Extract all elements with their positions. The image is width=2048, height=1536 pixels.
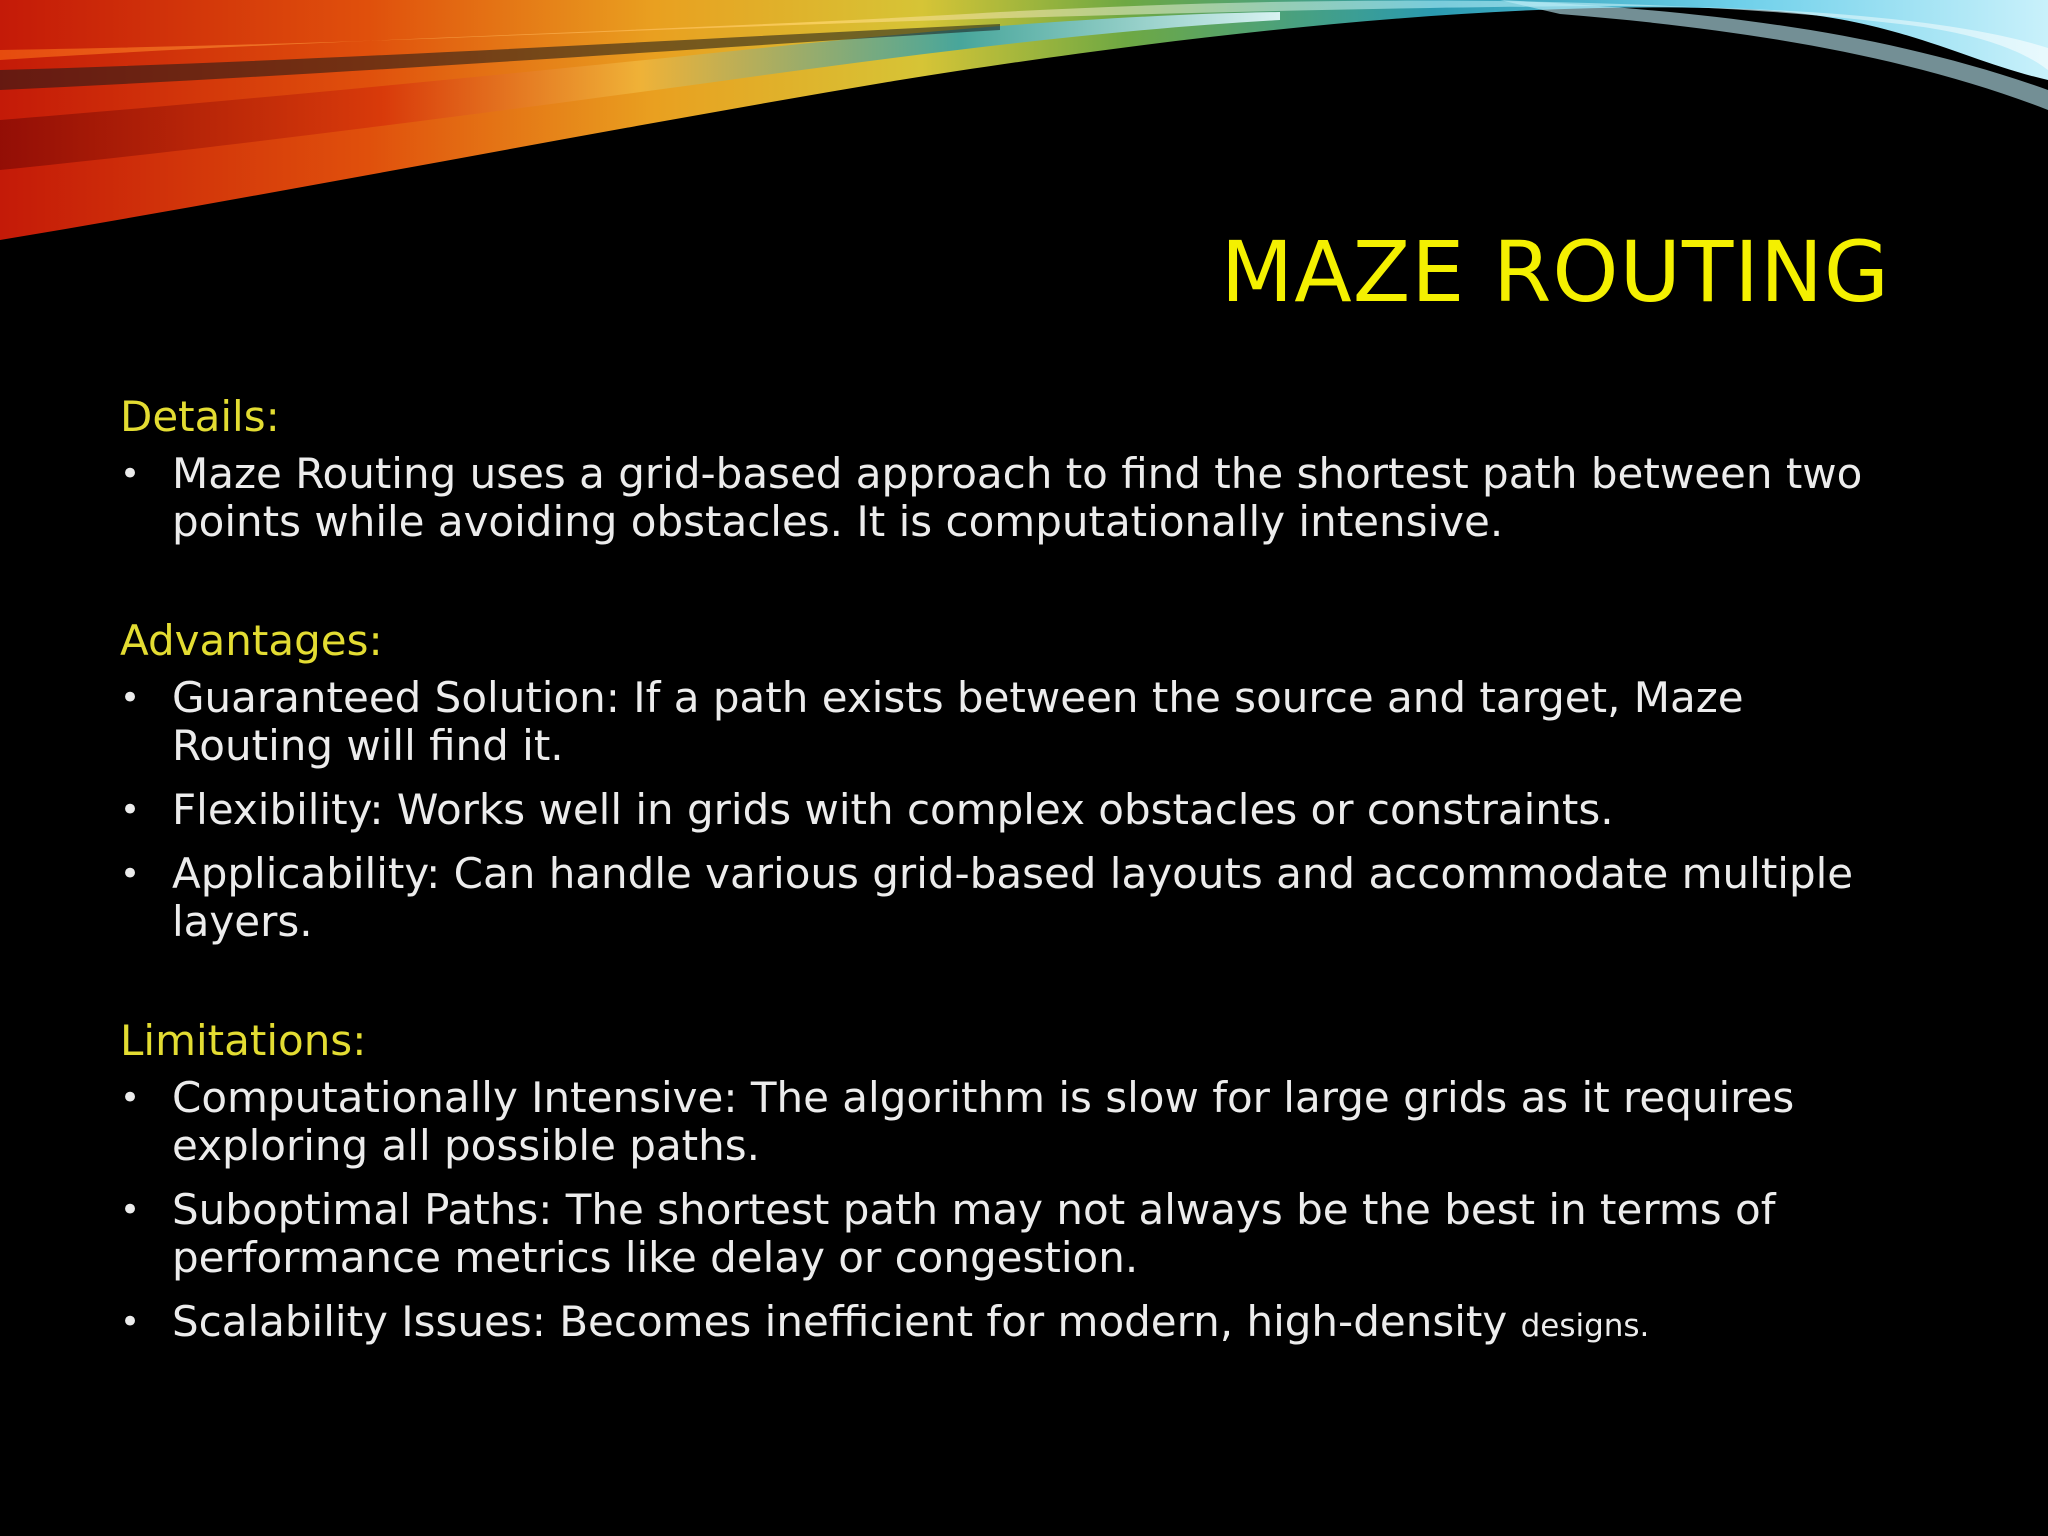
bullet-item xyxy=(120,1298,1910,1350)
section-limitations xyxy=(120,1016,1910,1350)
bullet-item xyxy=(120,850,1910,946)
ribbon-decoration xyxy=(0,0,2048,260)
bullet-item xyxy=(120,450,1910,546)
bullet-list xyxy=(120,450,1910,546)
section-heading: Advantages: xyxy=(120,616,383,665)
bullet-text: Applicability: Can handle various grid-based layouts and accommodate multiple layers. xyxy=(172,849,1854,946)
bullet-item xyxy=(120,674,1910,770)
bullet-item xyxy=(120,1186,1910,1282)
section-advantages xyxy=(120,616,1910,946)
bullet-icon: • xyxy=(120,1078,141,1118)
bullet-text: Guaranteed Solution: If a path exists between the source and target, Maze Routing will find it. xyxy=(172,673,1744,770)
bullet-item xyxy=(120,786,1910,834)
bullet-icon: • xyxy=(120,1302,141,1342)
bullet-text: Suboptimal Paths: The shortest path may not always be the best in terms of performance metrics like delay or congestion. xyxy=(172,1185,1776,1282)
slide-content xyxy=(120,392,1910,1366)
bullet-list xyxy=(120,674,1910,946)
section-heading: Details: xyxy=(120,392,280,441)
bullet-text: Flexibility: Works well in grids with complex obstacles or constraints. xyxy=(172,785,1614,834)
slide-title: MAZE ROUTING xyxy=(1220,223,1890,321)
bullet-list xyxy=(120,1074,1910,1350)
bullet-text: Scalability Issues: Becomes inefficient for modern, high-density xyxy=(172,1297,1521,1346)
bullet-icon: • xyxy=(120,790,141,830)
bullet-text: Computationally Intensive: The algorithm is slow for large grids as it requires exploring all possible paths. xyxy=(172,1073,1795,1170)
section-heading: Limitations: xyxy=(120,1016,367,1065)
bullet-icon: • xyxy=(120,678,141,718)
section-details xyxy=(120,392,1910,546)
bullet-item xyxy=(120,1074,1910,1170)
bullet-icon: • xyxy=(120,454,141,494)
bullet-icon: • xyxy=(120,1190,141,1230)
bullet-icon: • xyxy=(120,854,141,894)
bullet-text: Maze Routing uses a grid-based approach to find the shortest path between two points while avoiding obstacles. It is computationally intensive. xyxy=(172,449,1863,546)
bullet-text-small-suffix: designs. xyxy=(1520,1308,1650,1344)
